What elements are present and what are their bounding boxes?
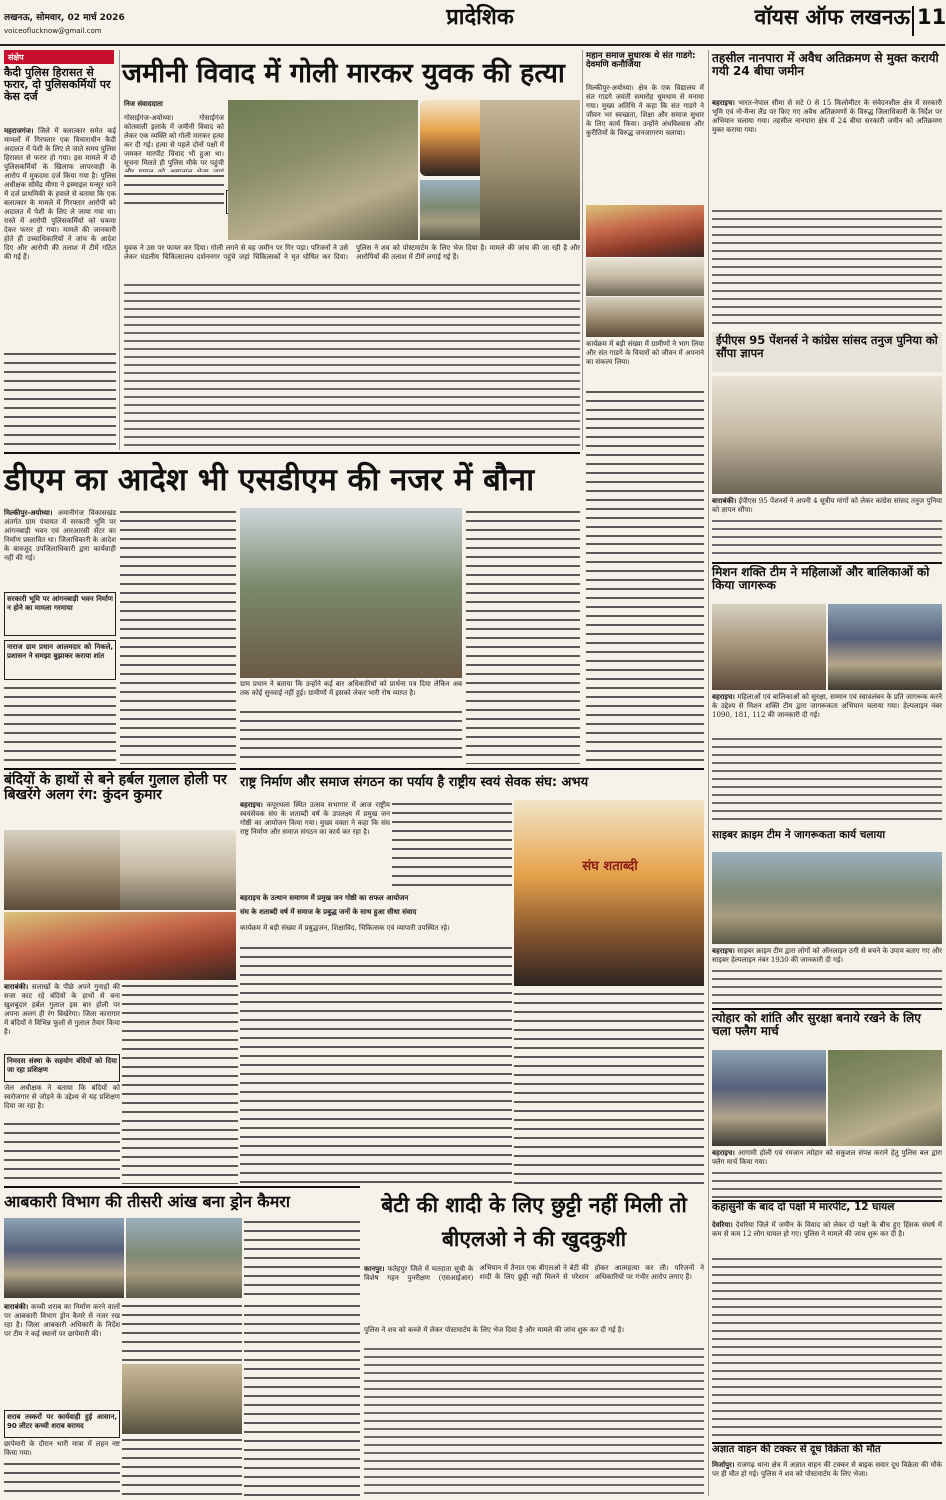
- right-s4-text-fill: [712, 968, 942, 1004]
- sankshep-label: संक्षेप: [4, 50, 114, 64]
- right-s3-body: [712, 692, 942, 736]
- right-s5-body: [712, 1148, 942, 1170]
- lead-text-fill-1: [124, 172, 224, 204]
- abkari-text-fill-4: [244, 1302, 360, 1496]
- column2-body-2: कार्यक्रम में बड़ी संख्या में ग्रामीणों ने भाग लिया और संत गाडगे के विचारों को जीवन में अपनाने का संकल्प लिया।: [586, 340, 704, 366]
- column2-text-fill: [586, 388, 704, 538]
- sankshep-headline: कैदी पुलिस हिरासत से फरार, दो पुलिसकर्मियों पर केस दर्ज: [4, 66, 111, 104]
- right-s5-photo-1: [712, 1050, 826, 1146]
- gulal-photo-3: [4, 912, 236, 980]
- masthead-rule: [0, 44, 945, 46]
- rss-body-2: कार्यक्रम में बड़ी संख्या में प्रबुद्धजन, शिक्षाविद, चिकित्सक एवं व्यापारी उपस्थित रहे।: [240, 924, 450, 932]
- masthead-email: voiceoflucknow@gmail.com: [4, 27, 102, 35]
- lead-photo-scene: [228, 100, 418, 240]
- right-s1-text-fill: [712, 208, 942, 328]
- sankshep-dateline: महराजगंज।: [4, 126, 34, 135]
- right-s2-dateline: बाराबंकी।: [712, 496, 737, 505]
- lead-headline: जमीनी विवाद में गोली मारकर युवक की हत्या: [122, 58, 565, 89]
- dm-body-2: ग्राम प्रधान ने बताया कि उन्होंने कई बार अधिकारियों को प्रार्थना पत्र दिया लेकिन अब तक कोई सुनवाई नहीं हुई। ग्रामीणों में इसको लेकर भारी रोष व्याप्त है।: [240, 680, 462, 697]
- gulal-body-text: सलाखों के पीछे अपने गुनाहों की सजा काट रहे बंदियों के हाथों से बना खुशबूदार हर्बल गुलाल इस बार होली पर अपना अलग ही रंग बिखेरेगा। जिला कारागार में बंदियों ने विभिन्न फूलों से गुलाल तैयार किया है।: [4, 983, 120, 1036]
- dm-headline: डीएम का आदेश भी एसडीएम की नजर में बौना: [4, 452, 580, 504]
- right-s5-body-text: आगामी होली एवं रमजान त्योहार को सकुशल संपन्न कराने हेतु पुलिस बल द्वारा फ्लैग मार्च किया गया।: [712, 1149, 942, 1166]
- gulal-text-fill-2: [122, 982, 238, 1184]
- right-s7-body: [712, 1460, 942, 1496]
- right-s1-body-text: भारत-नेपाल सीमा से सटे 0 से 15 किलोमीटर के संवेदनशील क्षेत्र में सरकारी भूमि एवं नो-मैन्स लैंड पर किए गए अवैध अतिक्रमणों के विरुद्ध जिलाधिकारी के निर्देश पर अभियान चलाया गया। तहसील नानपारा क्षेत्र में 24 बीघा सरकारी जमीन को अतिक्रमण मुक्त कराया गया।: [712, 99, 942, 134]
- rss-body-text: कपूरथला स्थित उत्सव सभागार में आज राष्ट्रीय स्वयंसेवक संघ के शताब्दी वर्ष के उपलक्ष्य में प्रमुख जन गोष्ठी का आयोजन किया गया। मुख्य वक्ता ने कहा कि संघ राष्ट्र निर्माण और समाज संगठन का कार्य कर रहा है।: [240, 801, 390, 836]
- sankshep-text-fill: [4, 350, 116, 450]
- lead-body: गोसाईगंज-अयोध्या। गोसाईगंज कोतवाली इलाके में जमीनी विवाद को लेकर एक व्यक्ति को गोली मारकर हत्या कर दी गई। हत्या से पहले दोनों पक्षों में जमकर मारपीट विवाद भी हुआ था। सूचना मिलते ही पुलिस मौके पर पहुंची: [124, 114, 224, 167]
- right-s3-body-text: महिलाओं एवं बालिकाओं को सुरक्षा, सम्मान एवं स्वावलंबन के प्रति जागरूक करने के उद्देश्य से मिशन शक्ति टीम द्वारा जागरूकता अभियान चलाया गया। हेल्पलाइन नंबर 1090, 181, 112 की जानकारी दी गई।: [712, 693, 942, 719]
- right-s2-headline: ईपीएस 95 पेंशनर्स ने कांग्रेस सांसद तनुज पुनिया को सौंपा ज्ञापन: [712, 332, 942, 372]
- rss-dateline: बहराइच।: [240, 800, 263, 809]
- blo-text-fill: [364, 1346, 704, 1496]
- dm-dateline: मिल्कीपुर-अयोध्या।: [4, 508, 53, 517]
- blo-headline: बेटी की शादी के लिए छुट्टी नहीं मिली तो बीएलओ ने की खुदकुशी: [381, 1193, 687, 1251]
- right-s2-body: [712, 496, 942, 518]
- rss-body: [240, 800, 390, 890]
- blo-body: [364, 1264, 704, 1324]
- gulal-text-fill-1: [4, 1120, 120, 1184]
- column2-photo-event: [586, 205, 704, 257]
- rss-text-fill-3: [514, 990, 704, 1184]
- dm-body: [4, 508, 116, 588]
- column2-text-fill-2: [586, 540, 704, 764]
- rss-text-fill-1: [392, 800, 512, 890]
- section-title: प्रादेशिक: [446, 5, 514, 30]
- abkari-body: [4, 1302, 120, 1408]
- gulal-photo-1: [4, 830, 120, 910]
- column2-body: मिल्कीपुर-अयोध्या। क्षेत्र के एक विद्यालय में संत गाडगे जयंती समारोह धूमधाम से मनाया गया। मुख्य अतिथि ने कहा कि संत गाडगे ने जीवन भर स्वच्छता, शिक्षा और समाज सुधार के लिए कार्य किया। उन्होंने अंधविश्वास और कुरीतियों के विरुद्ध जनजागरण चलाया।: [586, 84, 704, 137]
- right-s4-body-text: साइबर क्राइम टीम द्वारा लोगों को ऑनलाइन ठगी से बचने के उपाय बताए गए और साइबर हेल्पलाइन नंबर 1930 की जानकारी दी गई।: [712, 947, 942, 964]
- gulal-body: [4, 982, 120, 1052]
- rss-highlight-2: संघ के शताब्दी वर्ष में समाज के प्रबुद्ध जनों के साथ हुआ सीधा संवाद: [240, 908, 417, 916]
- abkari-photo-3: [122, 1364, 242, 1434]
- right-s3-text-fill: [712, 736, 942, 826]
- abkari-body-text: कच्ची शराब का निर्माण करने वालों पर आबकारी विभाग ड्रोन कैमरे से नजर रख रहा है। जिला आबकारी अधिकारी के निर्देश पर टीम ने कई स्थानों पर छापेमारी की।: [4, 1303, 120, 1338]
- abkari-photo-2: [126, 1218, 242, 1298]
- dm-photo-site: [240, 508, 462, 678]
- abkari-highlight: शराब तस्करों पर कार्यवाही हुई आसान, 90 लीटर कच्ची शराब बरामद: [4, 1410, 120, 1438]
- right-s1-body: [712, 98, 942, 208]
- gulal-body-2: जेल अधीक्षक ने बताया कि बंदियों को स्वरोजगार से जोड़ने के उद्देश्य से यह प्रशिक्षण दिया जा रहा है।: [4, 1084, 120, 1110]
- dm-text-fill-1: [4, 684, 116, 764]
- dm-text-fill-4: [466, 508, 580, 764]
- right-s5-headline: त्योहार को शांति और सुरक्षा बनाये रखने के लिए चला फ्लैग मार्च: [712, 1008, 942, 1048]
- lead-text-fill-2: [124, 282, 580, 450]
- rss-highlight-1: बहराइच के उत्थान समागम में प्रमुख जन गोष्ठी का सफल आयोजन: [240, 894, 409, 902]
- right-s3-headline: मिशन शक्ति टीम ने महिलाओं और बालिकाओं को किया जागरूक: [712, 562, 942, 602]
- column2-photo-stage: [586, 258, 704, 296]
- right-s3-photo-1: [712, 604, 826, 690]
- gulal-dateline: बाराबंकी।: [4, 982, 29, 991]
- abkari-dateline: बाराबंकी।: [4, 1302, 29, 1311]
- rss-text-fill-2: [240, 944, 512, 1184]
- column2-photo-audience: [586, 297, 704, 337]
- abkari-text-fill-3: [122, 1436, 242, 1496]
- gulal-headline: बंदियों के हाथों से बने हर्बल गुलाल होली पर बिखरेंगे अलग रंग: कुंदन कुमार: [4, 768, 236, 828]
- right-s6-text-fill: [712, 1256, 942, 1440]
- right-s7-headline: अज्ञात वाहन की टक्कर से दूध विक्रेता की मौत: [712, 1442, 942, 1458]
- blo-body-text: फतेहपुर जिले में मतदाता सूची के विशेष गहन पुनरीक्षण (एसआईआर) अभियान में तैनात एक बीएलओ ने बेटी की शादी के लिए छुट्टी नहीं मिलने से परेशान होकर आत्महत्या कर ली। परिजनों ने अधिकारियों पर गंभीर आरोप लगाए हैं।: [364, 1264, 704, 1282]
- abkari-photo-1: [4, 1218, 124, 1298]
- dm-text-fill-3: [240, 708, 462, 764]
- abkari-text-fill-top: [244, 1218, 360, 1298]
- right-s2-text-fill: [712, 518, 942, 558]
- lead-photo-officers: [480, 100, 580, 240]
- right-s1-dateline: बहराइच।: [712, 98, 735, 107]
- gulal-highlight: निमदस संस्था के सहयोग बंदियों को दिया जा रहा प्रशिक्षण: [4, 1054, 120, 1082]
- page-number: 11: [912, 6, 942, 36]
- right-s3-photo-2: [828, 604, 942, 690]
- right-s2-body-text: ईपीएस 95 पेंशनर्स ने अपनी 4 सूत्रीय मांगों को लेकर कांग्रेस सांसद तनुज पुनिया को ज्ञापन सौंपा।: [712, 497, 942, 514]
- right-s3-dateline: बहराइच।: [712, 692, 735, 701]
- column2-kicker: महान समाज सुधारक थे संत गाडगे: देवमणि कनौजिया: [586, 51, 696, 71]
- right-s1-headline: तहसील नानपारा में अवैध अतिक्रमण से मुक्त करायी गयी 24 बीघा जमीन: [712, 51, 939, 79]
- right-s7-body-text: राजगढ़ थाना क्षेत्र में अज्ञात वाहन की टक्कर से बाइक सवार दूध विक्रेता की मौके पर ही मौत हो गई। पुलिस ने शव को पोस्टमार्टम के लिए भेजा।: [712, 1461, 943, 1478]
- masthead-date: लखनऊ, सोमवार, 02 मार्च 2026: [4, 13, 125, 23]
- rss-banner-text: संघ शताब्दी: [582, 859, 638, 874]
- abkari-text-fill-1: [4, 1460, 120, 1496]
- right-s4-photo: [712, 852, 942, 944]
- right-s4-headline: साइबर क्राइम टीम ने जागरूकता कार्य चलाया: [712, 829, 886, 841]
- dm-highlight-2: नाराज ग्राम प्रधान आलमदार को निकले, प्रशासन ने समझा बुझाकर कराया शांत: [4, 640, 116, 680]
- gulal-photo-2: [120, 830, 236, 910]
- abkari-headline: आबकारी विभाग की तीसरी आंख बना ड्रोन कैमरा: [4, 1186, 360, 1216]
- right-s6-dateline: देवरिया।: [712, 1220, 733, 1229]
- right-s6-body: [712, 1220, 942, 1256]
- right-s6-headline: कहासुनी के बाद दो पक्षों में मारपीट, 12 घायल: [712, 1200, 942, 1218]
- right-s6-body-text: देवरिया जिले में जमीन के विवाद को लेकर दो पक्षों के बीच हुए हिंसक संघर्ष में कम से कम 12 लोग घायल हो गए। पुलिस ने मामले की जांच शुरू कर दी है।: [712, 1221, 942, 1238]
- masthead: [0, 0, 945, 46]
- paper-name: वॉयस ऑफ लखनऊ: [754, 5, 910, 29]
- lead-byline: निज संवाददाता: [124, 100, 163, 108]
- lead-body-2: युवक ने उस पर फायर कर दिया। गोली लगने से वह जमीन पर गिर पड़ा। परिजनों ने उसे लेकर मंडलीय चिकित्सालय दर्शननगर पहुंचे जहां चिकित्सकों ने मृत घोषित कर दिया। पुलिस ने शव को पोस्टमार्टम के लिए भेज दिया है। मामले की जांच की जा रही है और आरोपियों की तलाश में टीमें लगाई गई हैं।: [124, 244, 580, 261]
- blo-dateline: कानपुर।: [364, 1264, 385, 1273]
- abkari-text-fill-2: [122, 1302, 242, 1362]
- dm-highlight-1: सरकारी भूमि पर आंगनबाड़ी भवन निर्माण न होने का मामला गरमाया: [4, 592, 116, 636]
- right-s5-photo-2: [828, 1050, 942, 1146]
- right-s5-dateline: बहराइच।: [712, 1148, 735, 1157]
- right-s2-photo: [712, 376, 942, 494]
- right-s4-body: [712, 946, 942, 968]
- right-s5-text-fill: [712, 1170, 942, 1198]
- dm-body-text: अमानीगंज विकासखंड अंतर्गत ग्राम पंचायत में सरकारी भूमि पर आंगनबाड़ी भवन एवं आरआरसी सेंटर का निर्माण प्रस्तावित था। जिलाधिकारी के आदेश के बावजूद उपजिलाधिकारी द्वारा कार्यवाही नहीं की गई।: [4, 509, 116, 562]
- sankshep-body-text: जिले में बलात्कार समेत कई मामलों में गिरफ्तार एक विचाराधीन कैदी अदालत में पेशी के लिए ले जाते समय पुलिस हिरासत से फरार हो गया। इस मामले में दो पुलिसकर्मियों के खिलाफ लापरवाही के आरोप में मुकदमा दर्ज किया गया है। पुलिस अधीक्षक सोमेंद्र मीणा ने इस्माइल मन्सूर थाने में दर्ज प्राथमिकी के हवाले से बताया कि एक बलात्कार के मामले में गिरफ्तार आरोपी को अदालत में पेशी के लिए ले जाया गया था। रास्ते में आरोपी पुलिसकर्मियों को चकमा देकर फरार हो गया। मामले की जानकारी होते ही उच्चाधिकारियों ने जांच के आदेश दिए और आरोपी की तलाश में टीमें गठित की गई हैं।: [4, 127, 117, 261]
- rss-headline: राष्ट्र निर्माण और समाज संगठन का पर्याय है राष्ट्रीय स्वयं सेवक संघ: अभय: [240, 768, 704, 796]
- blo-body-2: पुलिस ने शव को कब्जे में लेकर पोस्टमार्टम के लिए भेज दिया है और मामले की जांच शुरू कर दी गई है।: [364, 1326, 625, 1334]
- dm-text-fill-2: [120, 508, 236, 764]
- right-s4-dateline: बहराइच।: [712, 946, 735, 955]
- abkari-body-2: छापेमारी के दौरान भारी मात्रा में लहन नष्ट किया गया।: [4, 1440, 120, 1457]
- right-s7-dateline: मिर्जापुर।: [712, 1460, 735, 1469]
